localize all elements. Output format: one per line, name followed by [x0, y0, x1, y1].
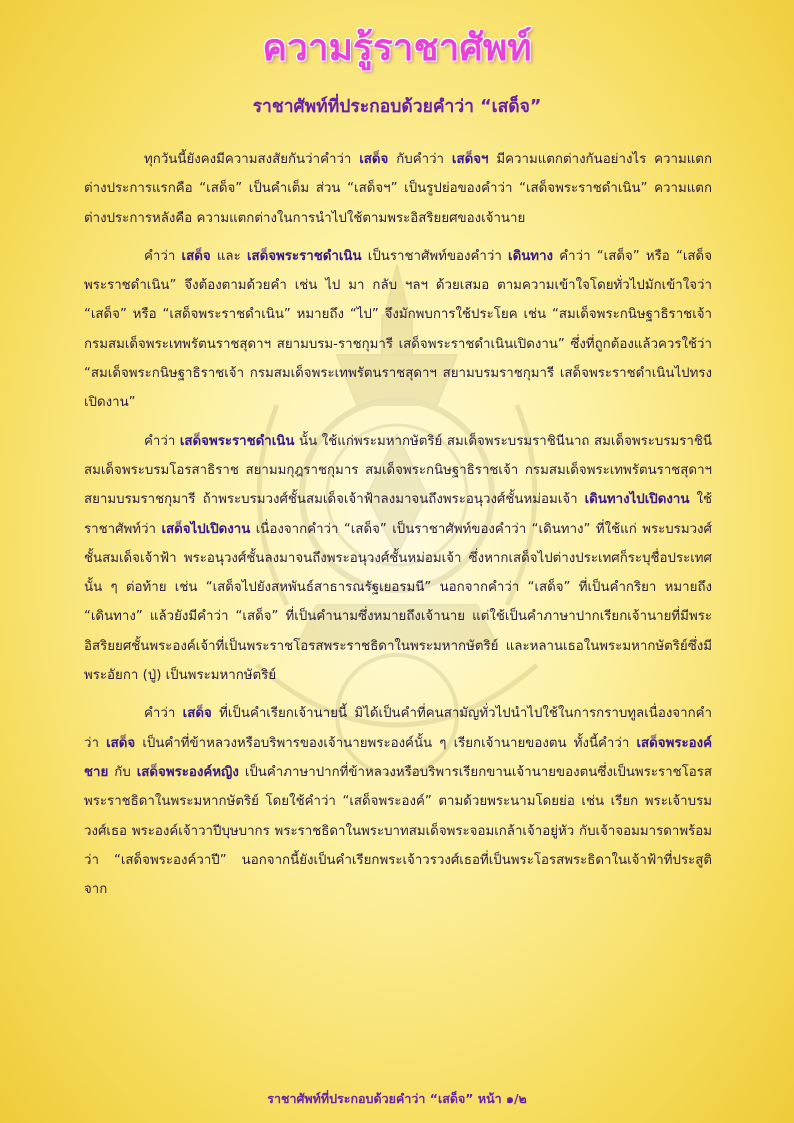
bold-term: เสด็จไปเปิดงาน [161, 521, 251, 537]
text-run: เป็นราชาศัพท์ของคำว่า [361, 248, 509, 264]
paragraph-2 [84, 242, 712, 418]
bold-term: เสด็จ [182, 706, 212, 722]
bold-term: เสด็จพระองค์หญิง [136, 764, 239, 780]
text-run: ที่เป็นคำเรียกเจ้านายนี้ มิได้เป็นคำที่คนสามัญทั่วไปนำไปใช้ในการกราบทูลเนื่องจากคำว่า [84, 706, 712, 751]
text-run: เป็นคำที่ข้าหลวงหรือบริพารของเจ้านายพระองค์นั้น ๆ เรียกเจ้านายของตน ทั้งนี้คำว่า [135, 735, 637, 751]
text-run: คำว่า [144, 433, 180, 449]
bold-term: เสด็จพระองค์ชาย [84, 735, 712, 780]
bold-term: เดินทางไปเปิดงาน [584, 492, 690, 508]
text-run: นั้น ใช้แก่พระมหากษัตริย์ สมเด็จพระบรมราชินีนาถ สมเด็จพระบรมราชินี สมเด็จพระบรมโอรสาธิราช สยามมกุฎราชกุมาร สมเด็จพระกนิษฐาธิราชเจ้า กรมสมเด็จพระเทพรัตนราชสุดาฯ สยามบรมราชกุมารี ถ้าพระบรมวงศ์ชั้นสมเด็จเจ้าฟ้าลงมาจนถึงพระอนุวงศ์ชั้นหม่อมเจ้า [84, 433, 712, 508]
text-run: เป็นคำภาษาปากที่ข้าหลวงหรือบริพารเรียกขานเจ้านายของตนซึ่งเป็นพระราชโอรสพระราชธิดาในพระมหากษัตริย์ โดยใช้คำว่า “เสด็จพระองค์” ตามด้วยพระนามโดยย่อ เช่น เรียก พระเจ้าบรมวงศ์เธอ พระองค์เจ้าวาปีบุษบากร พระราชธิดาในพระบาทสมเด็จพระจอมเกล้าเจ้าอยู่หัว กับเจ้าจอมมารดาพร้อม ว่า “เสด็จพระองค์วาปี” นอกจากนี้ยังเป็นคำเรียกพระเจ้าวรวงศ์เธอที่เป็นพระโอรสพระธิดาในเจ้าฟ้าที่ประสูติจาก [84, 764, 712, 898]
paragraph-4 [84, 699, 712, 904]
bold-term: เสด็จ [181, 248, 211, 264]
text-run: คำว่า [144, 248, 182, 264]
article-body [84, 145, 712, 913]
bold-term: เสด็จพระราชดำเนิน [179, 433, 295, 449]
text-run: ใช้ราชาศัพท์ว่า [84, 492, 712, 537]
bold-term: เสด็จพระราชดำเนิน [246, 248, 362, 264]
text-run: เนื่องจากคำว่า “เสด็จ” เป็นราชาศัพท์ของคำว่า “เดินทาง” ที่ใช้แก่ พระบรมวงศ์ชั้นสมเด็จเจ้าฟ้า พระอนุวงศ์ชั้นลงมาจนถึงพระอนุวงศ์ชั้นหม่อมเจ้า ซึ่งหากเสด็จไปต่างประเทศก็ระบุชื่อประเทศนั้น ๆ ต่อท้าย เช่น “เสด็จไปยังสหพันธ์สาธารณรัฐเยอรมนี” นอกจากคำว่า “เสด็จ” ที่เป็นคำกริยา หมายถึง “เดินทาง” แล้วยังมีคำว่า “เสด็จ” ที่เป็นคำนามซึ่งหมายถึงเจ้านาย แต่ใช้เป็นคำภาษาปากเรียกเจ้านายที่มีพระอิสริยยศชั้นพระองค์เจ้าที่เป็นพระราชโอรสพระราชธิดาในพระมหากษัตริย์ และหลานเธอในพระมหากษัตริย์ซึ่งมีพระอัยกา (ปู่) เป็นพระมหากษัตริย์ [84, 521, 712, 684]
page-footer: ราชาศัพท์ที่ประกอบด้วยคำว่า “เสด็จ” หน้า ๑/๒ [267, 1091, 527, 1106]
section-subtitle: ราชาศัพท์ที่ประกอบด้วยคำว่า “เสด็จ” [252, 97, 542, 117]
bold-term: เสด็จ [106, 735, 136, 751]
page-title: ความรู้ราชาศัพท์ [262, 26, 532, 69]
bold-term: เสด็จฯ [451, 152, 489, 167]
text-run: คำว่า “เสด็จ” หรือ “เสด็จพระราชดำเนิน” จึงต้องตามด้วยคำ เช่น ไป มา กลับ ฯลฯ ด้วยเสมอ ตามความเข้าใจโดยทั่วไปมักเข้าใจว่า “เสด็จ” หรือ “เสด็จพระราชดำเนิน” หมายถึง “ไป” จึงมักพบการใช้ประโยค เช่น “สมเด็จพระกนิษฐาธิราชเจ้า กรมสมเด็จพระเทพรัตนราชสุดาฯ สยามบรม-ราชกุมารี เสด็จพระราชดำเนินเปิดงาน” ซึ่งที่ถูกต้องแล้วควรใช้ว่า “สมเด็จพระกนิษฐาธิราชเจ้า กรมสมเด็จพระเทพรัตนราชสุดาฯ สยามบรมราชกุมารี เสด็จพระราชดำเนินไปทรงเปิดงาน” [84, 248, 712, 411]
paragraph-1 [84, 145, 712, 233]
bold-term: เสด็จ [359, 152, 389, 167]
text-run: มีความแตกต่างกันอย่างไร ความแตกต่างประการแรกคือ “เสด็จ” เป็นคำเต็ม ส่วน “เสด็จฯ” เป็นรูปย่อของคำว่า “เสด็จพระราชดำเนิน” ความแตกต่างประการหลังคือ ความแตกต่างในการนำไปใช้ตามพระอิสริยยศของเจ้านาย [84, 152, 712, 226]
text-run: ทุกวันนี้ยังคงมีความสงสัยกันว่าคำว่า [144, 152, 360, 167]
bold-term: เดินทาง [508, 248, 554, 264]
paragraph-3 [84, 427, 712, 691]
text-run: คำว่า [144, 706, 183, 722]
text-run: และ [210, 248, 247, 264]
text-run: กับ [108, 764, 137, 780]
text-run: กับคำว่า [388, 152, 452, 167]
